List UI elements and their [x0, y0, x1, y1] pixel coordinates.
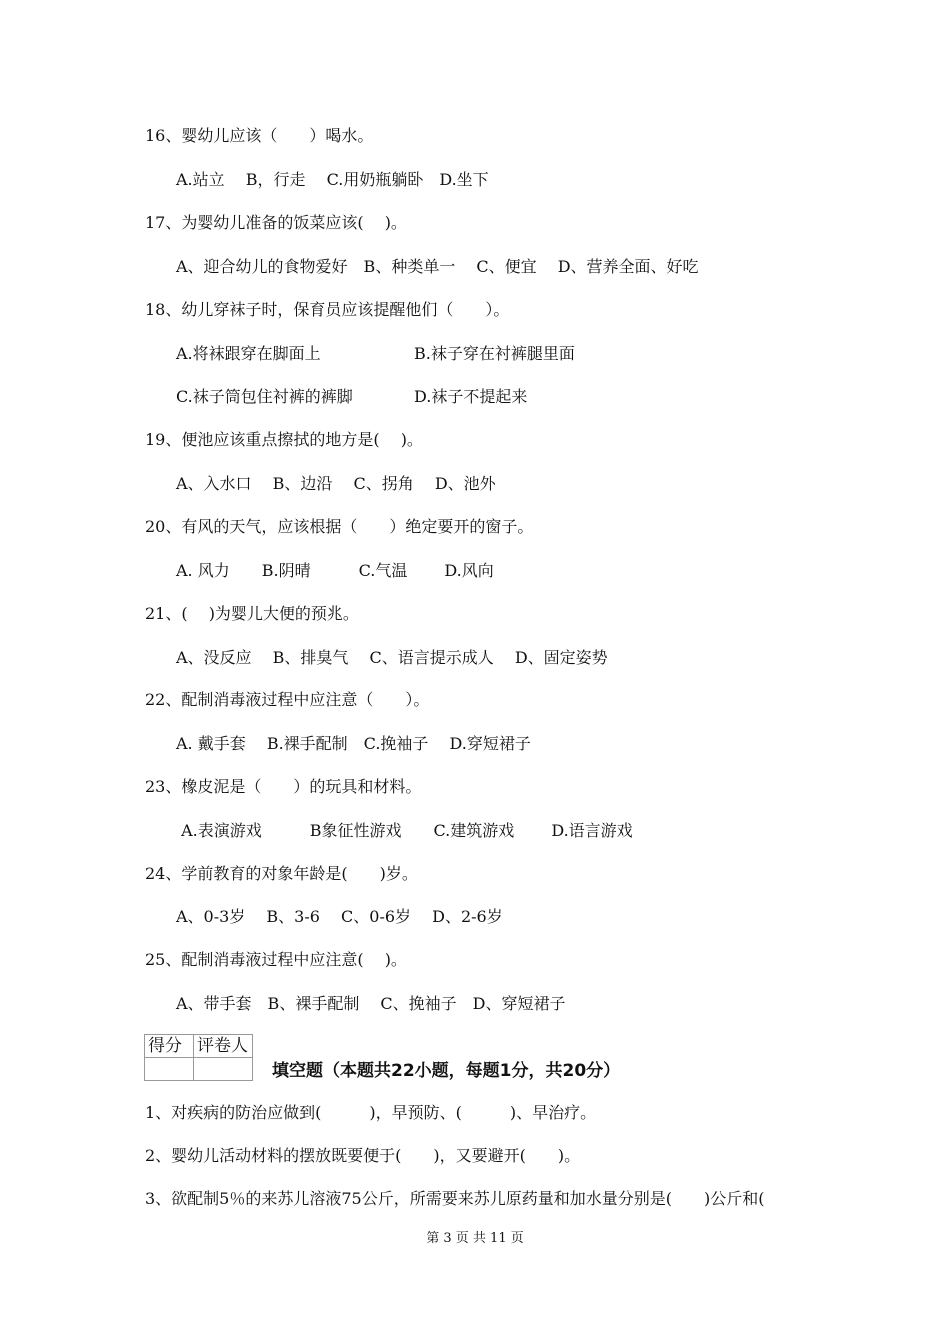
page-footer: 第 3 页 共 11 页: [426, 1231, 524, 1246]
question-23-options: A.表演游戏 B象征性游戏 C.建筑游戏 D.语言游戏: [176, 821, 633, 840]
question-19: 19、便池应该重点擦拭的地方是( )。: [145, 430, 423, 449]
question-18-option-b: B.袜子穿在衬裤腿里面: [414, 344, 575, 363]
question-22-options: A. 戴手套 B.裸手配制 C.挽袖子 D.穿短裙子: [176, 734, 531, 753]
question-16: 16、婴幼儿应该（ ）喝水。: [145, 126, 374, 145]
question-25: 25、配制消毒液过程中应注意( )。: [145, 950, 407, 969]
score-table: [144, 1034, 253, 1081]
question-18-option-d: D.袜子不提起来: [414, 387, 528, 406]
question-21-options: A、没反应 B、排臭气 C、语言提示成人 D、固定姿势: [176, 648, 608, 667]
question-16-options: A.站立 B，行走 C.用奶瓶躺卧 D.坐下: [176, 170, 489, 189]
grader-header: 评卷人: [194, 1035, 253, 1058]
question-17: 17、为婴幼儿准备的饭菜应该( )。: [145, 213, 407, 232]
score-header: 得分: [145, 1035, 194, 1058]
question-17-options: A、迎合幼儿的食物爱好 B、种类单一 C、便宜 D、营养全面、好吃: [176, 257, 699, 276]
question-18-option-c: C.袜子筒包住衬裤的裤脚: [176, 387, 353, 406]
question-18: 18、幼儿穿袜子时，保育员应该提醒他们（ ）。: [145, 300, 510, 319]
question-22: 22、配制消毒液过程中应注意（ ）。: [145, 690, 430, 709]
question-18-option-a: A.将袜跟穿在脚面上: [176, 344, 321, 363]
question-23: 23、橡皮泥是（ ）的玩具和材料。: [145, 777, 422, 796]
fill-question-3: 3、欲配制5％的来苏儿溶液75公斤，所需要来苏儿原药量和加水量分别是( )公斤和(: [145, 1189, 765, 1208]
question-20-options: A. 风力 B.阴晴 C.气温 D.风向: [176, 561, 494, 580]
grader-cell: [194, 1058, 253, 1081]
question-20: 20、有风的天气，应该根据（ ）绝定要开的窗子。: [145, 517, 534, 536]
question-24: 24、学前教育的对象年龄是( )岁。: [145, 864, 418, 883]
section-title: 填空题（本题共22小题，每题1分，共20分）: [272, 1061, 621, 1081]
fill-question-1: 1、对疾病的防治应做到( )，早预防、( )、早治疗。: [145, 1103, 597, 1122]
question-21: 21、( )为婴儿大便的预兆。: [145, 604, 359, 623]
score-cell: [145, 1058, 194, 1081]
fill-question-2: 2、婴幼儿活动材料的摆放既要便于( )，又要避开( )。: [145, 1146, 581, 1165]
question-19-options: A、入水口 B、边沿 C、拐角 D、池外: [176, 474, 496, 493]
question-24-options: A、0-3岁 B、3-6 C、0-6岁 D、2-6岁: [176, 907, 503, 926]
question-25-options: A、带手套 B、裸手配制 C、挽袖子 D、穿短裙子: [176, 994, 566, 1013]
